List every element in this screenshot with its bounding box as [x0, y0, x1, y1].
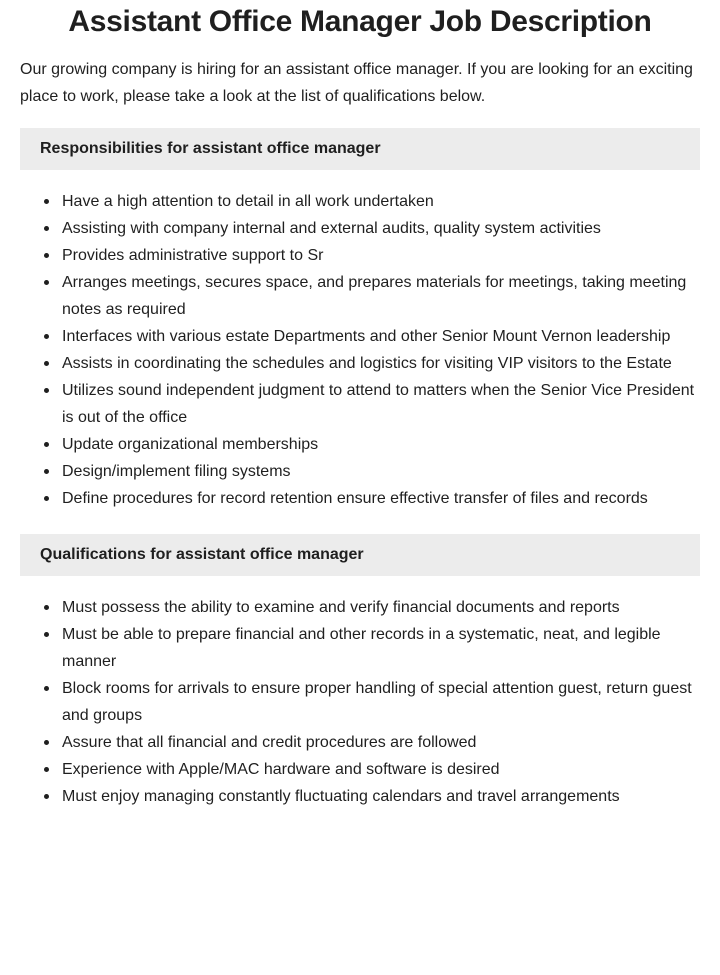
- responsibilities-section-header: [20, 128, 700, 170]
- list-item: [20, 215, 700, 242]
- bullet-icon: [44, 442, 49, 447]
- list-item: [20, 729, 700, 756]
- bullet-icon: [44, 469, 49, 474]
- responsibilities-list: [20, 188, 700, 512]
- list-item: [20, 242, 700, 269]
- section-heading-text: Qualifications for assistant office manager: [40, 546, 364, 563]
- section-heading-text: Responsibilities for assistant office manager: [40, 140, 381, 157]
- list-item: [20, 188, 700, 215]
- list-item-text: Utilizes sound independent judgment to attend to matters when the Senior Vice President is out of the office: [62, 382, 695, 426]
- bullet-icon: [44, 280, 49, 285]
- page-title: Assistant Office Manager Job Description: [68, 5, 652, 38]
- bullet-icon: [44, 388, 49, 393]
- list-item: [20, 350, 700, 377]
- list-item-text: Must possess the ability to examine and verify financial documents and reports: [62, 599, 620, 616]
- list-item: [20, 269, 700, 323]
- qualifications-list: [20, 594, 700, 810]
- bullet-icon: [44, 632, 49, 637]
- list-item-text: Must be able to prepare financial and other records in a systematic, neat, and legible manner: [62, 626, 661, 670]
- list-item-text: Must enjoy managing constantly fluctuating calendars and travel arrangements: [62, 788, 620, 805]
- responsibilities-section: [0, 128, 720, 512]
- list-item: [20, 756, 700, 783]
- list-item: [20, 458, 700, 485]
- list-item: [20, 594, 700, 621]
- list-item-text: Assure that all financial and credit procedures are followed: [62, 734, 477, 751]
- list-item: [20, 323, 700, 350]
- list-item: [20, 621, 700, 675]
- list-item: [20, 783, 700, 810]
- list-item: [20, 377, 700, 431]
- list-item: [20, 485, 700, 512]
- list-item: [20, 675, 700, 729]
- list-item-text: Arranges meetings, secures space, and prepares materials for meetings, taking meeting notes as required: [62, 274, 687, 318]
- bullet-icon: [44, 605, 49, 610]
- list-item-text: Assists in coordinating the schedules and logistics for visiting VIP visitors to the Estate: [62, 355, 672, 372]
- list-item-text: Provides administrative support to Sr: [62, 247, 324, 264]
- list-item-text: Design/implement filing systems: [62, 463, 291, 480]
- qualifications-section: [0, 534, 720, 810]
- list-item-text: Interfaces with various estate Departments and other Senior Mount Vernon leadership: [62, 328, 671, 345]
- qualifications-section-header: [20, 534, 700, 576]
- list-item-text: Experience with Apple/MAC hardware and software is desired: [62, 761, 500, 778]
- bullet-icon: [44, 334, 49, 339]
- list-item-text: Have a high attention to detail in all work undertaken: [62, 193, 434, 210]
- list-item-text: Define procedures for record retention ensure effective transfer of files and records: [62, 490, 648, 507]
- list-item-text: Block rooms for arrivals to ensure proper handling of special attention guest, return guest and groups: [62, 680, 692, 724]
- bullet-icon: [44, 740, 49, 745]
- list-item: [20, 431, 700, 458]
- bullet-icon: [44, 686, 49, 691]
- bullet-icon: [44, 767, 49, 772]
- list-item-text: Update organizational memberships: [62, 436, 319, 453]
- bullet-icon: [44, 361, 49, 366]
- bullet-icon: [44, 199, 49, 204]
- bullet-icon: [44, 253, 49, 258]
- intro-paragraph: Our growing company is hiring for an assistant office manager. If you are looking for an exciting place to work, please take a look at the list of qualifications below.: [20, 61, 693, 105]
- list-item-text: Assisting with company internal and external audits, quality system activities: [62, 220, 601, 237]
- bullet-icon: [44, 496, 49, 501]
- bullet-icon: [44, 794, 49, 799]
- bullet-icon: [44, 226, 49, 231]
